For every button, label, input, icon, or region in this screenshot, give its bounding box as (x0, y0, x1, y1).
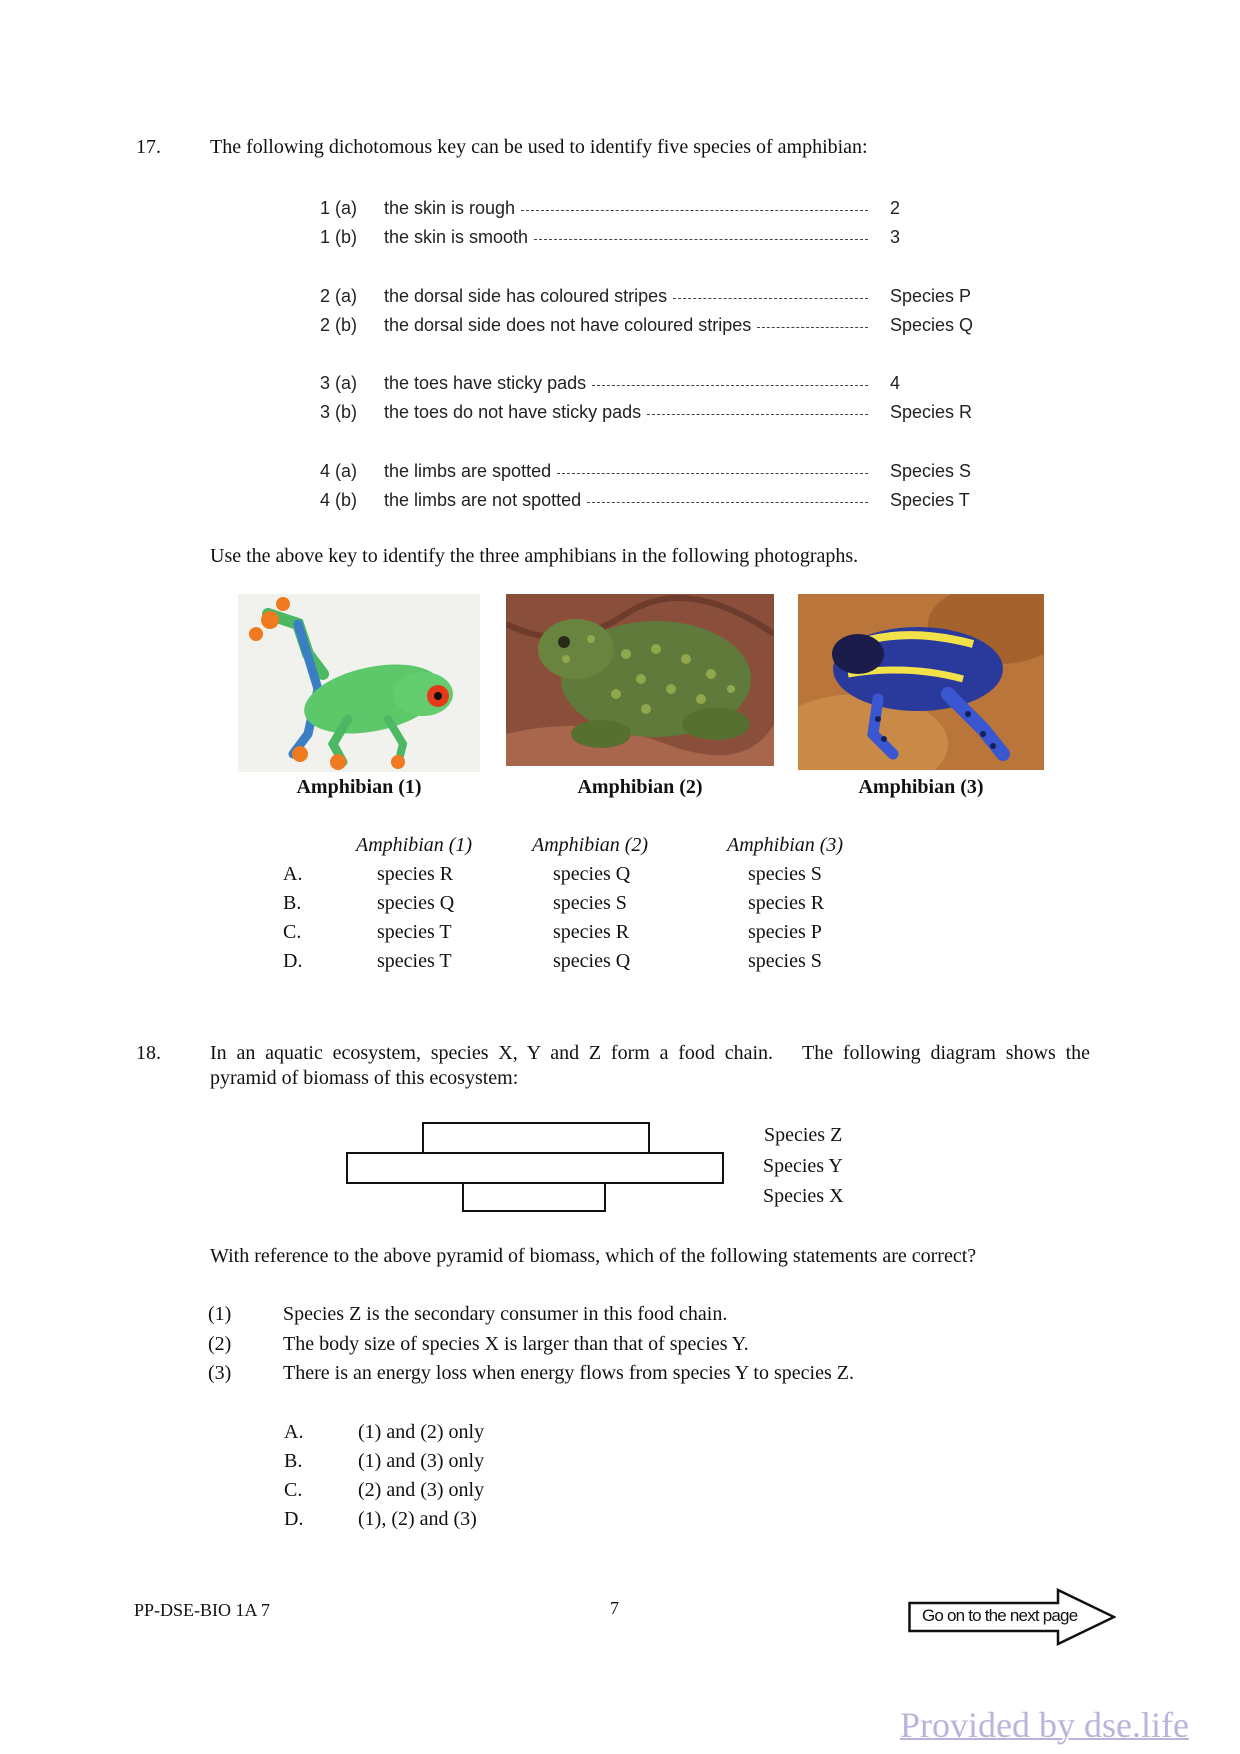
option-letter: A. (283, 863, 303, 885)
option-row (280, 892, 980, 921)
key-number: 4 (a) (320, 460, 358, 481)
key-number: 3 (a) (320, 372, 358, 393)
statement-number: (3) (208, 1362, 232, 1384)
warty-toad-image (506, 594, 774, 766)
key-result: 2 (890, 197, 901, 218)
header-col-1: Amphibian (1) (356, 834, 473, 856)
key-result: Species T (890, 489, 970, 510)
amphibian-3-photo (798, 594, 1044, 770)
question-17-intro: The following dichotomous key can be used to identify five species of amphibian: (210, 136, 868, 158)
statement-text: Species Z is the secondary consumer in this food chain. (283, 1303, 728, 1325)
option-row (280, 950, 980, 979)
key-number: 1 (a) (320, 197, 358, 218)
question-17-number: 17. (136, 136, 161, 158)
key-text: the dorsal side does not have coloured stripes (384, 314, 752, 335)
dash-leader (557, 473, 868, 474)
watermark: Provided by dse.life (900, 1705, 1189, 1745)
answer-letter: D. (284, 1508, 304, 1530)
intro-line-1-text: In an aquatic ecosystem, species X, Y and Z form a food chain. The following diagram shows the (210, 1042, 1090, 1064)
answer-letter: B. (284, 1450, 303, 1472)
amphibian-3-caption: Amphibian (3) (858, 776, 984, 798)
option-cell: species S (748, 863, 822, 885)
dash-leader (592, 385, 868, 386)
key-result: 4 (890, 372, 901, 393)
key-row (320, 457, 1020, 485)
statement-number: (1) (208, 1303, 232, 1325)
amphibian-2-photo (506, 594, 774, 766)
key-text: the skin is smooth (384, 226, 529, 247)
amphibian-1-caption: Amphibian (1) (296, 776, 422, 798)
key-text: the limbs are not spotted (384, 489, 582, 510)
option-cell: species Q (553, 863, 631, 885)
amphibian-1-photo (238, 594, 480, 772)
option-cell: species S (748, 950, 822, 972)
option-cell: species R (377, 863, 454, 885)
pyramid-label-x: Species X (763, 1185, 844, 1207)
pyramid-label-z: Species Z (764, 1124, 843, 1146)
amphibian-2-caption: Amphibian (2) (577, 776, 703, 798)
pyramid-bar-species-x (462, 1182, 606, 1212)
key-number: 1 (b) (320, 226, 358, 247)
option-cell: species P (748, 921, 822, 943)
dash-leader (647, 414, 868, 415)
key-text: the toes have sticky pads (384, 372, 587, 393)
question-18-intro-line-1 (210, 1042, 1090, 1065)
key-number: 3 (b) (320, 401, 358, 422)
key-row (320, 486, 1020, 514)
dash-leader (534, 239, 868, 240)
option-row (280, 921, 980, 950)
key-text: the toes do not have sticky pads (384, 401, 642, 422)
page-number: 7 (610, 1598, 619, 1618)
dash-leader (521, 210, 868, 211)
answer-text: (1), (2) and (3) (358, 1508, 477, 1530)
question-18-intro-line-2: pyramid of biomass of this ecosystem: (210, 1067, 519, 1089)
option-letter: B. (283, 892, 302, 914)
statement-text: There is an energy loss when energy flows from species Y to species Z. (283, 1362, 854, 1384)
pyramid-bar-species-z (422, 1122, 650, 1154)
option-cell: species S (553, 892, 627, 914)
answer-letter: A. (284, 1421, 304, 1443)
option-letter: D. (283, 950, 303, 972)
option-cell: species T (377, 950, 452, 972)
options-header (280, 834, 980, 863)
answer-letter: C. (284, 1479, 303, 1501)
statement-text: The body size of species X is larger than that of species Y. (283, 1333, 749, 1355)
option-cell: species R (748, 892, 825, 914)
key-text: the dorsal side has coloured stripes (384, 285, 668, 306)
header-col-3: Amphibian (3) (727, 834, 844, 856)
key-number: 2 (a) (320, 285, 358, 306)
key-row (320, 194, 1020, 222)
question-18-prompt: With reference to the above pyramid of biomass, which of the following statements are correct? (210, 1245, 977, 1267)
question-17-instruction: Use the above key to identify the three amphibians in the following photographs. (210, 545, 859, 567)
paper-code: PP-DSE-BIO 1A 7 (134, 1600, 271, 1620)
red-eyed-tree-frog-image (238, 594, 480, 772)
next-page-arrow[interactable] (908, 1588, 1116, 1646)
key-row (320, 398, 1020, 426)
answer-text: (1) and (3) only (358, 1450, 485, 1472)
key-number: 4 (b) (320, 489, 358, 510)
statement-number: (2) (208, 1333, 232, 1355)
option-cell: species T (377, 921, 452, 943)
poison-dart-frog-image (798, 594, 1044, 770)
key-result: Species S (890, 460, 972, 481)
pyramid-label-y: Species Y (763, 1155, 843, 1177)
dash-leader (587, 502, 868, 503)
answer-text: (1) and (2) only (358, 1421, 485, 1443)
key-result: 3 (890, 226, 901, 247)
key-row (320, 282, 1020, 310)
dash-leader (757, 327, 868, 328)
question-18-number: 18. (136, 1042, 161, 1064)
answer-text: (2) and (3) only (358, 1479, 485, 1501)
key-row (320, 223, 1020, 251)
option-row (280, 863, 980, 892)
key-text: the skin is rough (384, 197, 516, 218)
key-result: Species P (890, 285, 972, 306)
option-cell: species Q (377, 892, 455, 914)
key-result: Species Q (890, 314, 974, 335)
key-row (320, 311, 1020, 339)
next-page-label: Go on to the next page (922, 1606, 1078, 1625)
header-col-2: Amphibian (2) (532, 834, 649, 856)
dash-leader (673, 298, 868, 299)
option-cell: species R (553, 921, 630, 943)
key-result: Species R (890, 401, 973, 422)
key-row (320, 369, 1020, 397)
key-number: 2 (b) (320, 314, 358, 335)
option-cell: species Q (553, 950, 631, 972)
pyramid-bar-species-y (346, 1152, 724, 1184)
key-text: the limbs are spotted (384, 460, 552, 481)
option-letter: C. (283, 921, 302, 943)
